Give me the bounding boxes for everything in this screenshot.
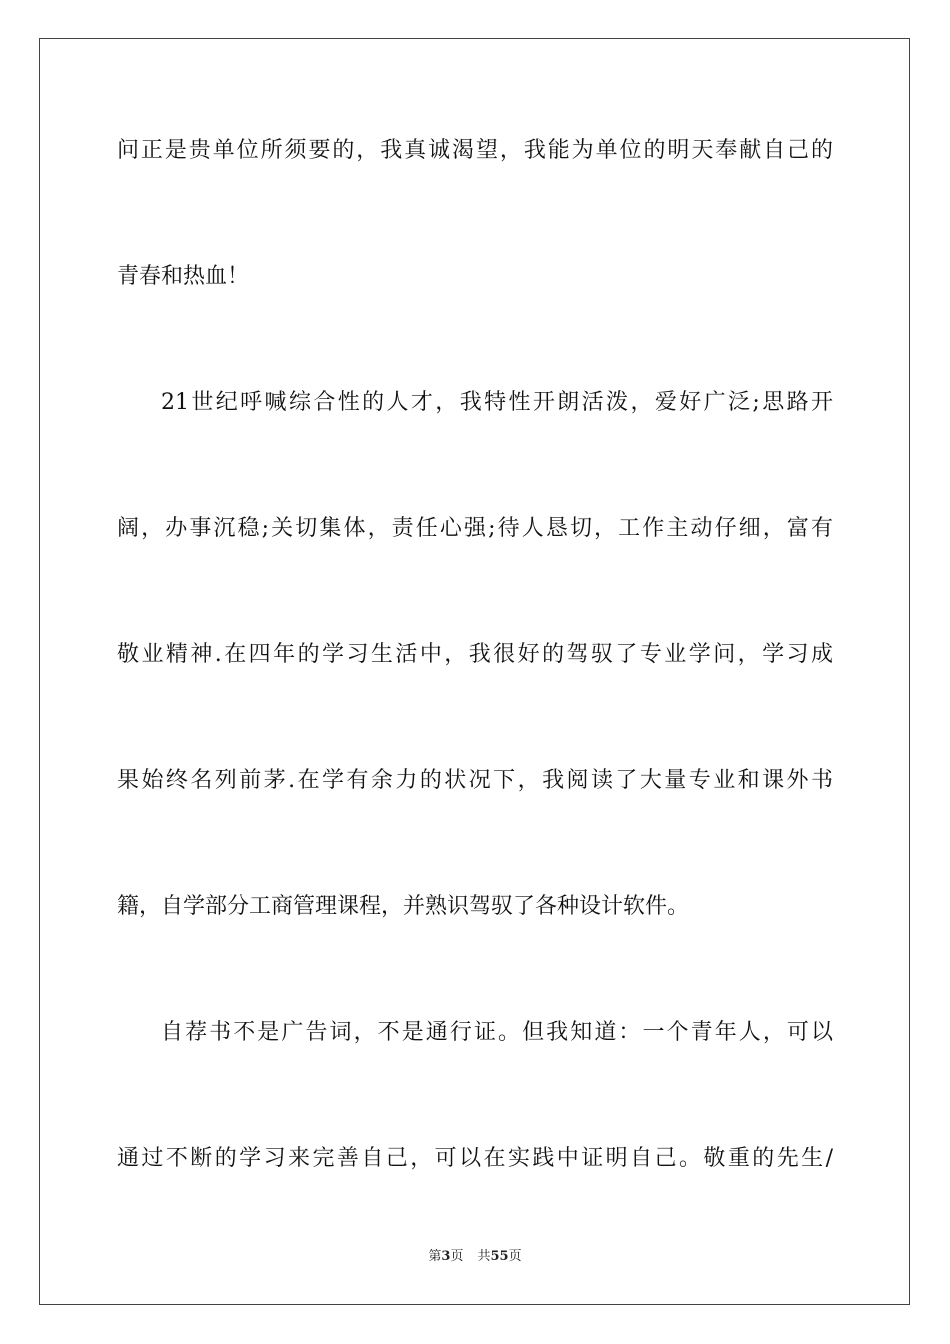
page-label-prefix: 第 <box>428 1249 442 1264</box>
body-line-6: 果始终名列前茅.在学有余力的状况下，我阅读了大量专业和课外书 <box>117 768 833 793</box>
page-footer <box>0 1249 950 1265</box>
body-line-7: 籍，自学部分工商管理课程，并熟识驾驭了各种设计软件。 <box>117 894 690 919</box>
total-pages: 55 <box>490 1249 509 1264</box>
page-border <box>39 38 910 1305</box>
body-line-5: 敬业精神.在四年的学习生活中，我很好的驾驭了专业学问，学习成 <box>117 642 833 667</box>
body-line-2: 青春和热血！ <box>117 264 250 289</box>
body-line-4: 阔，办事沉稳;关切集体，责任心强;待人恳切，工作主动仔细，富有 <box>117 516 833 541</box>
page-number: 3 <box>441 1249 451 1264</box>
total-label-suffix: 页 <box>508 1249 522 1264</box>
body-line-9: 通过不断的学习来完善自己，可以在实践中证明自己。敬重的先生/ <box>117 1146 833 1171</box>
total-label-prefix: 共 <box>477 1249 491 1264</box>
body-line-3: 21世纪呼喊综合性的人才，我特性开朗活泼，爱好广泛;思路开 <box>161 390 833 415</box>
body-line-1: 问正是贵单位所须要的，我真诚渴望，我能为单位的明天奉献自己的 <box>117 138 833 163</box>
page-label-suffix: 页 <box>450 1249 464 1264</box>
body-line-8: 自荐书不是广告词，不是通行证。但我知道：一个青年人，可以 <box>161 1020 833 1045</box>
